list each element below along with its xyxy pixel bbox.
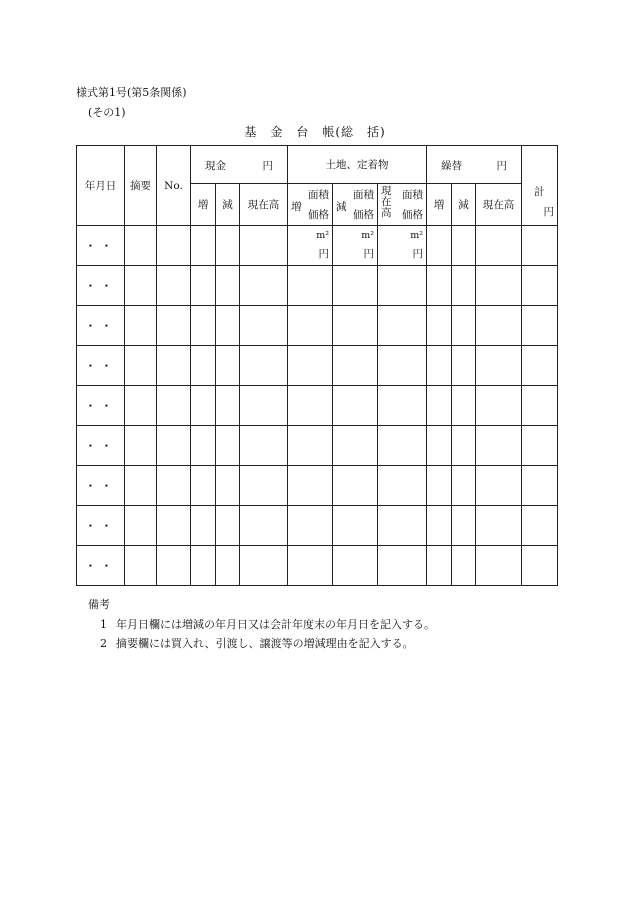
table-cell[interactable] bbox=[288, 346, 333, 386]
table-row bbox=[77, 426, 558, 466]
table-cell[interactable] bbox=[476, 226, 522, 266]
table-row bbox=[77, 506, 558, 546]
table-cell[interactable] bbox=[333, 266, 378, 306]
table-cell[interactable] bbox=[378, 466, 427, 506]
table-cell[interactable] bbox=[157, 346, 191, 386]
date-cell[interactable] bbox=[77, 506, 125, 546]
table-cell[interactable] bbox=[476, 426, 522, 466]
table-cell[interactable] bbox=[333, 346, 378, 386]
table-cell[interactable] bbox=[125, 426, 157, 466]
table-cell[interactable] bbox=[452, 306, 476, 346]
land-cur-label: 現在高 bbox=[381, 185, 392, 219]
unit-yen: 円 bbox=[318, 248, 330, 260]
table-cell[interactable] bbox=[157, 426, 191, 466]
table-cell[interactable] bbox=[288, 306, 333, 346]
table-cell[interactable] bbox=[522, 346, 558, 386]
table-cell[interactable] bbox=[157, 506, 191, 546]
note-number: 2 bbox=[100, 637, 107, 650]
land-cur-price: 価格 bbox=[402, 209, 424, 221]
note-text: 年月日欄には増減の年月日又は会計年度末の年月日を記入する。 bbox=[116, 618, 435, 631]
header-transfer-cur: 現在高 bbox=[476, 184, 522, 226]
land-unit-cell[interactable] bbox=[333, 226, 378, 266]
date-cell[interactable] bbox=[77, 546, 125, 586]
date-placeholder: ・・ bbox=[84, 559, 117, 573]
table-cell[interactable] bbox=[191, 306, 216, 346]
date-placeholder: ・・ bbox=[84, 439, 117, 453]
table-cell[interactable] bbox=[240, 266, 288, 306]
table-cell[interactable] bbox=[125, 346, 157, 386]
header-total-label: 計 bbox=[534, 186, 545, 198]
header-transfer-label: 繰替 bbox=[441, 160, 463, 172]
form-code: 様式第1号(第5条関係) bbox=[76, 86, 187, 99]
date-placeholder: ・・ bbox=[84, 239, 117, 253]
table-cell[interactable] bbox=[333, 546, 378, 586]
table-cell[interactable] bbox=[452, 506, 476, 546]
table-cell[interactable] bbox=[125, 466, 157, 506]
note-text: 摘要欄には買入れ、引渡し、譲渡等の増減理由を記入する。 bbox=[116, 637, 414, 650]
table-cell[interactable] bbox=[476, 546, 522, 586]
note-item-1 bbox=[100, 616, 435, 632]
table-cell[interactable] bbox=[157, 386, 191, 426]
table-cell[interactable] bbox=[157, 266, 191, 306]
date-cell[interactable] bbox=[77, 466, 125, 506]
land-cur-area: 面積 bbox=[402, 189, 424, 201]
header-cash-unit: 円 bbox=[262, 160, 274, 172]
table-cell[interactable] bbox=[452, 386, 476, 426]
fund-ledger-table bbox=[76, 145, 558, 586]
notes-title: 備考 bbox=[88, 598, 110, 611]
table-cell[interactable] bbox=[216, 346, 240, 386]
table-cell[interactable] bbox=[333, 506, 378, 546]
table-cell[interactable] bbox=[427, 266, 452, 306]
table-cell[interactable] bbox=[427, 466, 452, 506]
unit-sqm: m² bbox=[361, 230, 375, 241]
header-transfer-unit: 円 bbox=[496, 160, 508, 172]
table-cell[interactable] bbox=[191, 226, 216, 266]
table-cell[interactable] bbox=[452, 266, 476, 306]
table-cell[interactable] bbox=[522, 266, 558, 306]
header-cash-inc: 増 bbox=[191, 184, 216, 226]
table-cell[interactable] bbox=[378, 506, 427, 546]
table-cell[interactable] bbox=[378, 346, 427, 386]
date-cell[interactable] bbox=[77, 346, 125, 386]
table-cell[interactable] bbox=[288, 266, 333, 306]
table-cell[interactable] bbox=[333, 386, 378, 426]
date-cell[interactable] bbox=[77, 266, 125, 306]
table-cell[interactable] bbox=[476, 466, 522, 506]
header-total-unit: 円 bbox=[543, 206, 555, 218]
table-row bbox=[77, 466, 558, 506]
table-row bbox=[77, 546, 558, 586]
table-cell[interactable] bbox=[522, 306, 558, 346]
table-cell[interactable] bbox=[288, 506, 333, 546]
table-cell[interactable] bbox=[240, 346, 288, 386]
table-cell[interactable] bbox=[452, 466, 476, 506]
table-cell[interactable] bbox=[427, 306, 452, 346]
table-cell[interactable] bbox=[378, 546, 427, 586]
table-cell[interactable] bbox=[125, 546, 157, 586]
table-cell[interactable] bbox=[288, 386, 333, 426]
table-cell[interactable] bbox=[216, 426, 240, 466]
header-total bbox=[522, 146, 558, 226]
land-dec-label: 減 bbox=[336, 201, 347, 213]
note-item-2 bbox=[100, 635, 435, 651]
table-cell[interactable] bbox=[216, 306, 240, 346]
table-cell[interactable] bbox=[125, 226, 157, 266]
header-transfer-inc: 増 bbox=[427, 184, 452, 226]
table-cell[interactable] bbox=[378, 386, 427, 426]
table-cell[interactable] bbox=[191, 546, 216, 586]
notes-section bbox=[88, 596, 435, 651]
table-cell[interactable] bbox=[476, 386, 522, 426]
date-placeholder: ・・ bbox=[84, 519, 117, 533]
table-cell[interactable] bbox=[216, 546, 240, 586]
table-row bbox=[77, 346, 558, 386]
header-date: 年月日 bbox=[77, 146, 125, 226]
table-cell[interactable] bbox=[522, 506, 558, 546]
table-cell[interactable] bbox=[522, 426, 558, 466]
table-cell[interactable] bbox=[427, 546, 452, 586]
table-cell[interactable] bbox=[452, 426, 476, 466]
date-cell[interactable] bbox=[77, 306, 125, 346]
table-cell[interactable] bbox=[522, 226, 558, 266]
table-cell[interactable] bbox=[288, 426, 333, 466]
header-land-dec bbox=[333, 184, 378, 226]
date-cell[interactable] bbox=[77, 226, 125, 266]
land-unit-cell[interactable] bbox=[378, 226, 427, 266]
date-placeholder: ・・ bbox=[84, 359, 117, 373]
table-cell[interactable] bbox=[191, 466, 216, 506]
table-cell[interactable] bbox=[191, 266, 216, 306]
table-cell[interactable] bbox=[333, 426, 378, 466]
table-cell[interactable] bbox=[476, 506, 522, 546]
table-cell[interactable] bbox=[522, 546, 558, 586]
form-sub-number: (その1) bbox=[88, 106, 126, 119]
table-cell[interactable] bbox=[240, 426, 288, 466]
header-no: No. bbox=[157, 146, 191, 226]
table-row bbox=[77, 306, 558, 346]
table-cell[interactable] bbox=[216, 506, 240, 546]
unit-yen: 円 bbox=[363, 248, 375, 260]
table-cell[interactable] bbox=[191, 386, 216, 426]
unit-yen: 円 bbox=[412, 248, 424, 260]
date-placeholder: ・・ bbox=[84, 479, 117, 493]
table-cell[interactable] bbox=[240, 386, 288, 426]
table-cell[interactable] bbox=[333, 306, 378, 346]
page-title-text: 基 金 台 帳(総 括) bbox=[244, 125, 386, 139]
table-cell[interactable] bbox=[452, 346, 476, 386]
table-cell[interactable] bbox=[427, 386, 452, 426]
table-row bbox=[77, 226, 558, 266]
table-cell[interactable] bbox=[191, 506, 216, 546]
table-cell[interactable] bbox=[427, 346, 452, 386]
table-cell[interactable] bbox=[240, 506, 288, 546]
table-cell[interactable] bbox=[452, 226, 476, 266]
land-inc-label: 増 bbox=[291, 201, 302, 213]
table-cell[interactable] bbox=[216, 266, 240, 306]
land-inc-area: 面積 bbox=[308, 189, 330, 201]
table-cell[interactable] bbox=[378, 266, 427, 306]
table-cell[interactable] bbox=[452, 546, 476, 586]
table-cell[interactable] bbox=[476, 306, 522, 346]
table-cell[interactable] bbox=[125, 266, 157, 306]
table-cell[interactable] bbox=[476, 346, 522, 386]
header-cash-dec: 減 bbox=[216, 184, 240, 226]
table-row bbox=[77, 386, 558, 426]
table-cell[interactable] bbox=[125, 386, 157, 426]
table-cell[interactable] bbox=[216, 226, 240, 266]
header-land: 土地、定着物 bbox=[288, 146, 427, 184]
table-cell[interactable] bbox=[191, 346, 216, 386]
table-cell[interactable] bbox=[476, 266, 522, 306]
table-cell[interactable] bbox=[288, 546, 333, 586]
land-inc-price: 価格 bbox=[308, 209, 330, 221]
unit-sqm: m² bbox=[410, 230, 424, 241]
table-cell[interactable] bbox=[216, 386, 240, 426]
header-transfer-dec: 減 bbox=[452, 184, 476, 226]
table-cell[interactable] bbox=[240, 466, 288, 506]
date-placeholder: ・・ bbox=[84, 279, 117, 293]
ledger-body bbox=[77, 226, 558, 586]
header-transfer bbox=[427, 146, 522, 184]
table-cell[interactable] bbox=[427, 506, 452, 546]
table-row bbox=[77, 266, 558, 306]
table-cell[interactable] bbox=[157, 226, 191, 266]
header-cash-label: 現金 bbox=[205, 160, 226, 172]
land-dec-price: 価格 bbox=[353, 209, 375, 221]
table-cell[interactable] bbox=[240, 226, 288, 266]
table-cell[interactable] bbox=[240, 546, 288, 586]
table-cell[interactable] bbox=[378, 426, 427, 466]
table-cell[interactable] bbox=[240, 306, 288, 346]
table-cell[interactable] bbox=[333, 466, 378, 506]
table-cell[interactable] bbox=[427, 226, 452, 266]
note-number: 1 bbox=[100, 618, 107, 631]
table-cell[interactable] bbox=[288, 466, 333, 506]
table-cell[interactable] bbox=[157, 466, 191, 506]
date-placeholder: ・・ bbox=[84, 399, 117, 413]
page-title bbox=[0, 123, 630, 140]
table-cell[interactable] bbox=[427, 426, 452, 466]
land-dec-area: 面積 bbox=[353, 189, 375, 201]
table-cell[interactable] bbox=[191, 426, 216, 466]
table-cell[interactable] bbox=[125, 306, 157, 346]
header-cash bbox=[191, 146, 288, 184]
date-placeholder: ・・ bbox=[84, 319, 117, 333]
table-cell[interactable] bbox=[125, 506, 157, 546]
land-unit-cell[interactable] bbox=[288, 226, 333, 266]
header-land-inc bbox=[288, 184, 333, 226]
header-land-cur bbox=[378, 184, 427, 226]
table-cell[interactable] bbox=[157, 546, 191, 586]
table-cell[interactable] bbox=[378, 306, 427, 346]
date-cell[interactable] bbox=[77, 386, 125, 426]
table-cell[interactable] bbox=[157, 306, 191, 346]
header-cash-cur: 現在高 bbox=[240, 184, 288, 226]
table-cell[interactable] bbox=[216, 466, 240, 506]
date-cell[interactable] bbox=[77, 426, 125, 466]
unit-sqm: m² bbox=[316, 230, 330, 241]
header-summary: 摘要 bbox=[125, 146, 157, 226]
table-cell[interactable] bbox=[522, 466, 558, 506]
table-cell[interactable] bbox=[522, 386, 558, 426]
